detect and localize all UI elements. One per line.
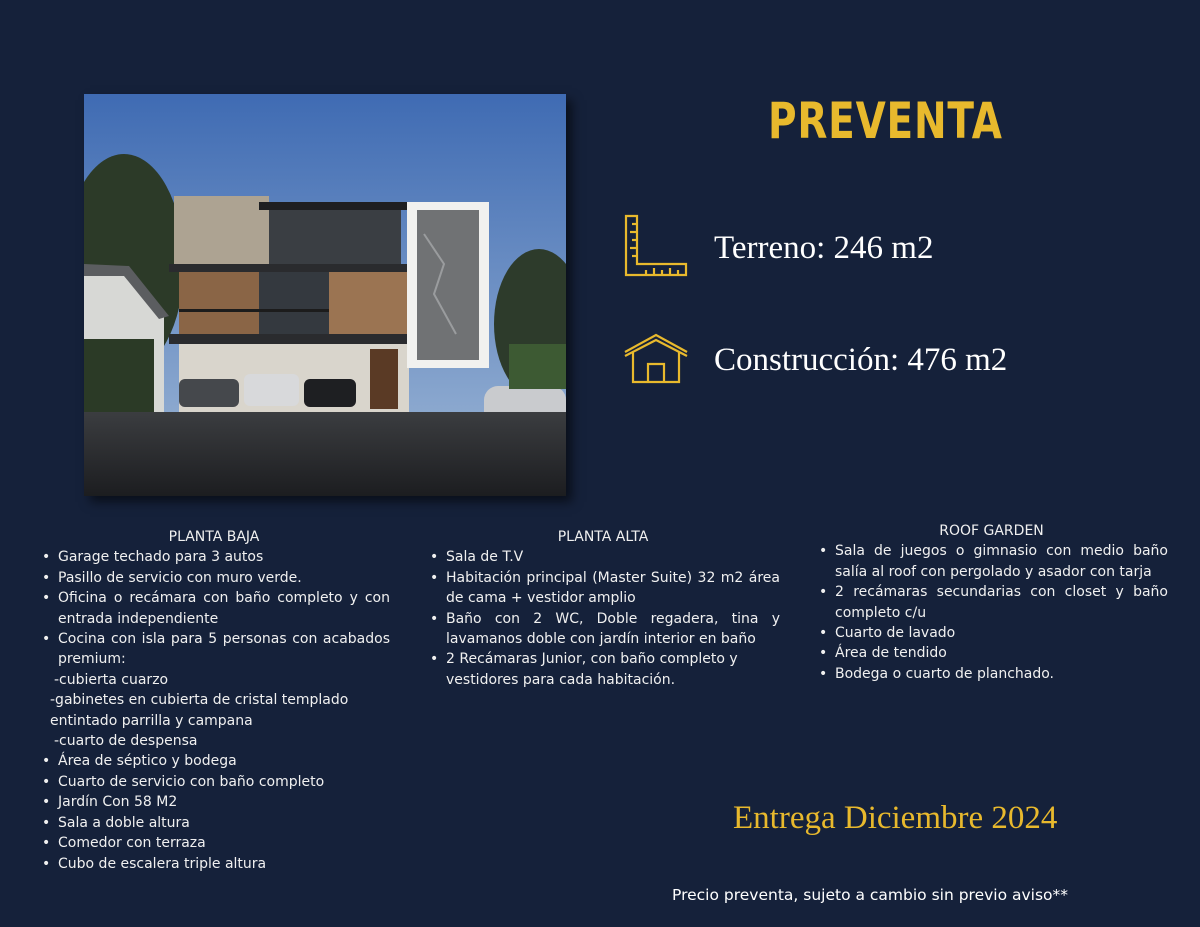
spec-construccion [624,332,1007,388]
planta-alta-heading: PLANTA ALTA [557,529,649,545]
terreno-label: Terreno: 246 m2 [714,229,934,266]
roof-garden-section [815,521,1168,684]
planta-alta-list [426,547,780,690]
list-item: • Sala de T.V [426,547,780,567]
list-item: • Garage techado para 3 autos [38,547,390,567]
planta-alta-section [426,527,780,690]
list-item: • Baño con 2 WC, Doble regadera, tina y lavamanos doble con jardín interior en baño [426,609,780,650]
list-item: • Cuarto de lavado [815,623,1168,643]
house-icon [624,332,688,388]
planta-baja-list [38,547,390,874]
list-item: • 2 recámaras secundarias con closet y baño completo c/u [815,582,1168,623]
list-item: • Habitación principal (Master Suite) 32 m2 área de cama + vestidor amplio [426,568,780,609]
list-subitem: -cuarto de despensa [54,733,198,750]
list-subitem: -gabinetes en cubierta de cristal templado entintado parrilla y campana [50,692,349,729]
list-item: • Bodega o cuarto de planchado. [815,664,1168,684]
list-item: • Área de séptico y bodega [38,751,390,771]
list-item: • Sala de juegos o gimnasio con medio baño salía al roof con pergolado y asador con tarja [815,541,1168,582]
page-title: PREVENTA [768,92,1003,150]
planta-baja-heading: PLANTA BAJA [168,529,260,545]
roof-garden-heading: ROOF GARDEN [939,523,1044,539]
list-subitem: -cubierta cuarzo [54,671,169,688]
price-disclaimer: Precio preventa, sujeto a cambio sin previo aviso** [672,886,1069,904]
list-item: • Cocina con isla para 5 personas con acabados premium: [38,629,390,670]
list-item: • Sala a doble altura [38,813,390,833]
construccion-label: Construcción: 476 m2 [714,341,1008,378]
list-item: • Jardín Con 58 M2 [38,792,390,812]
planta-baja-section [38,527,390,874]
list-item: • Cubo de escalera triple altura [38,854,390,874]
list-item: • Cuarto de servicio con baño completo [38,772,390,792]
house-photo [84,94,566,496]
roof-garden-list [815,541,1168,684]
list-item: • Oficina o recámara con baño completo y con entrada independiente [38,588,390,629]
list-item: • Comedor con terraza [38,833,390,853]
list-item: • Pasillo de servicio con muro verde. [38,568,390,588]
delivery-date: Entrega Diciembre 2024 [733,800,1058,836]
spec-terreno [624,214,933,282]
list-item: • Área de tendido [815,643,1168,663]
ruler-icon [624,214,688,282]
list-item: • 2 Recámaras Junior, con baño completo y vestidores para cada habitación. [426,649,780,690]
